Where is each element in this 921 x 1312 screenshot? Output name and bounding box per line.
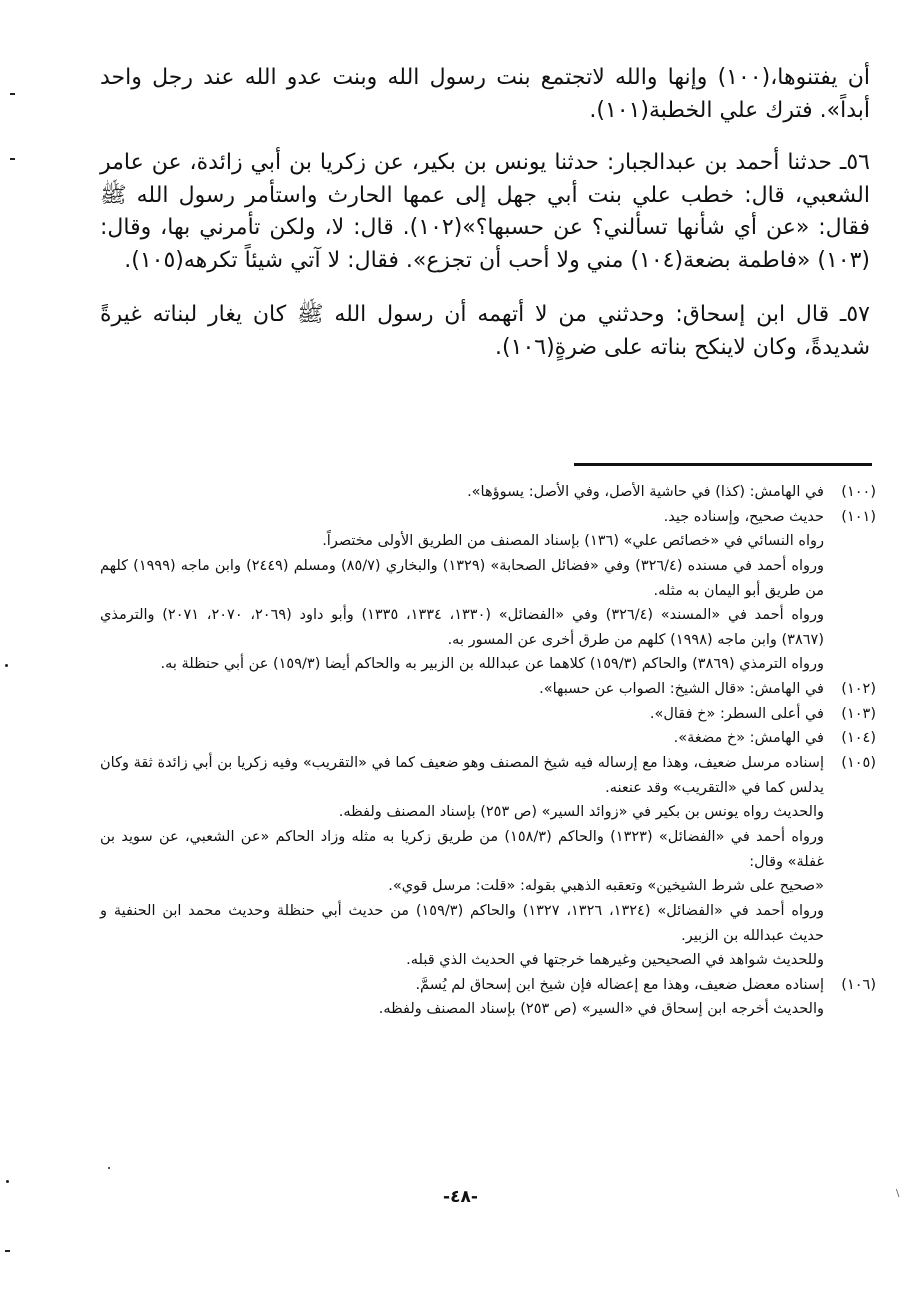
footnote-line: والحديث أخرجه ابن إسحاق في «السير» (ص ٢٥٣) بإسناد المصنف ولفظه. xyxy=(378,1001,824,1018)
footnote-line: إسناده معضل ضعيف، وهذا مع إعضاله فإن شيخ ابن إسحاق لم يُسمَّ. xyxy=(415,976,824,993)
footnote-line: إسناده مرسل ضعيف، وهذا مع إرساله فيه شيخ المصنف وهو ضعيف كما في «التقريب» وفيه زكريا بن أبي زائدة ثقة وكان يدلس كما في «التقريب» وقد عنعنه. xyxy=(100,755,824,796)
footnote-number: (١٠٢) xyxy=(841,681,876,698)
footnote-line: «صحيح على شرط الشيخين» وتعقبه الذهبي بقوله: «قلت: مرسل قوي». xyxy=(388,878,824,895)
footnote-line: وللحديث شواهد في الصحيحين وغيرهما خرجتها في الحديث الذي قبله. xyxy=(406,952,824,969)
footnote-line: في الهامش: (كذا) في حاشية الأصل، وفي الأصل: يسوؤها». xyxy=(467,484,824,500)
footnote-line: ورواه أحمد في «الفضائل» (١٣٢٤، ١٣٢٦، ١٣٢٧) والحاكم (١٥٩/٣) من حديث أبي حنظلة وحديث محمد ابن الحنفية و حديث عبدالله بن الزبير. xyxy=(100,902,824,944)
footnote xyxy=(100,751,876,973)
footnote-number: (١٠٤) xyxy=(841,730,876,747)
paragraph: ٥٧ـ قال ابن إسحاق: وحدثني من لا أتهمه أن رسول الله ﷺ كان يغار لبناته غيرةً شديدةً، وكان لاينكح بناته على ضرةٍ(١٠٦). xyxy=(100,302,870,360)
paragraph: أن يفتنوها،(١٠٠) وإنها والله لاتجتمع بنت رسول الله وبنت عدو الله عند رجل واحد أبداً». فترك علي الخطبة(١٠١). xyxy=(100,65,870,123)
scan-mark xyxy=(10,93,15,95)
footnote-line: رواه النسائي في «خصائص علي» (١٣٦) بإسناد المصنف من الطريق الأولى مختصراً. xyxy=(322,533,824,550)
scan-dot xyxy=(108,1167,110,1169)
footnote xyxy=(100,973,876,1022)
footnote xyxy=(100,726,876,751)
footnote-line: في أعلى السطر: «خ فقال». xyxy=(649,705,824,722)
page-number: -٤٨- xyxy=(443,1187,478,1207)
footnote-line: ورواه أحمد في «الفضائل» (١٣٢٣) والحاكم (١٥٨/٣) من طريق زكريا به مثله وزاد الحاكم «عن الشعبي، عن سويد بن غفلة» وقال: xyxy=(100,828,824,870)
footnote xyxy=(100,702,876,727)
footnote-number: (١٠١) xyxy=(841,508,876,525)
scan-dot xyxy=(6,1180,9,1183)
footnote-line: ورواه أحمد في مسنده (٣٢٦/٤) وفي «فضائل الصحابة» (١٣٢٩) والبخاري (٨٥/٧) ومسلم (٢٤٤٩) وابن ماجه (١٩٩٩) كلهم من طريق أبو اليمان به مثله. xyxy=(100,557,824,599)
footnote-number: (١٠٥) xyxy=(841,755,876,772)
footnote-line: ورواه الترمذي (٣٨٦٩) والحاكم (١٥٩/٣) كلاهما عن عبدالله بن الزبير به والحاكم أيضا (١٥٩/٣) عن أبي حنظلة به. xyxy=(160,656,824,673)
scan-mark xyxy=(10,158,15,160)
scan-dot xyxy=(5,664,8,667)
footnote-line: والحديث رواه يونس بن بكير في «زوائد السير» (ص ٢٥٣) بإسناد المصنف ولفظه. xyxy=(338,804,824,821)
footnote xyxy=(100,677,876,702)
footnote-line: حديث صحيح، وإسناده جيد. xyxy=(663,508,824,525)
footnote-separator xyxy=(574,463,872,466)
footnote xyxy=(100,505,876,677)
footnote-number: (١٠٠) xyxy=(841,484,876,500)
main-text xyxy=(100,62,870,386)
scan-mark xyxy=(5,1250,10,1252)
paragraph: ٥٦ـ حدثنا أحمد بن عبدالجبار: حدثنا يونس بن بكير، عن زكريا بن أبي زائدة، عن عامر الشعبي، قال: خطب علي بنت أبي جهل إلى عمها الحارث واستأمر رسول الله ﷺ فقال: «عن أي شأنها تسألني؟ عن حسبها؟»(١٠٢). قال: لا، ولكن تأمرني بها، وقال:(١٠٣) «فاطمة بضعة(١٠٤) مني ولا أحب أن تجزع». فقال: لا آتي شيئاً تكرهه(١٠٥). xyxy=(100,150,870,273)
footnote-line: في الهامش: «خ مضغة». xyxy=(673,730,824,747)
footnote xyxy=(100,480,876,505)
footnote-number: (١٠٣) xyxy=(841,705,876,722)
footnotes xyxy=(100,480,876,1022)
scan-mark: \ xyxy=(896,1188,900,1199)
footnote-number: (١٠٦) xyxy=(841,976,876,993)
footnote-line: في الهامش: «قال الشيخ: الصواب عن حسبها». xyxy=(539,681,824,698)
footnote-line: ورواه أحمد في «المسند» (٣٢٦/٤) وفي «الفضائل» (١٣٣٠، ١٣٣٤، ١٣٣٥) وأبو داود (٢٠٦٩، ٢٠٧٠، ٢٠٧١) والترمذي (٣٨٦٧) وابن ماجه (١٩٩٨) كلهم من طرق أخرى عن المسور به. xyxy=(100,607,824,648)
